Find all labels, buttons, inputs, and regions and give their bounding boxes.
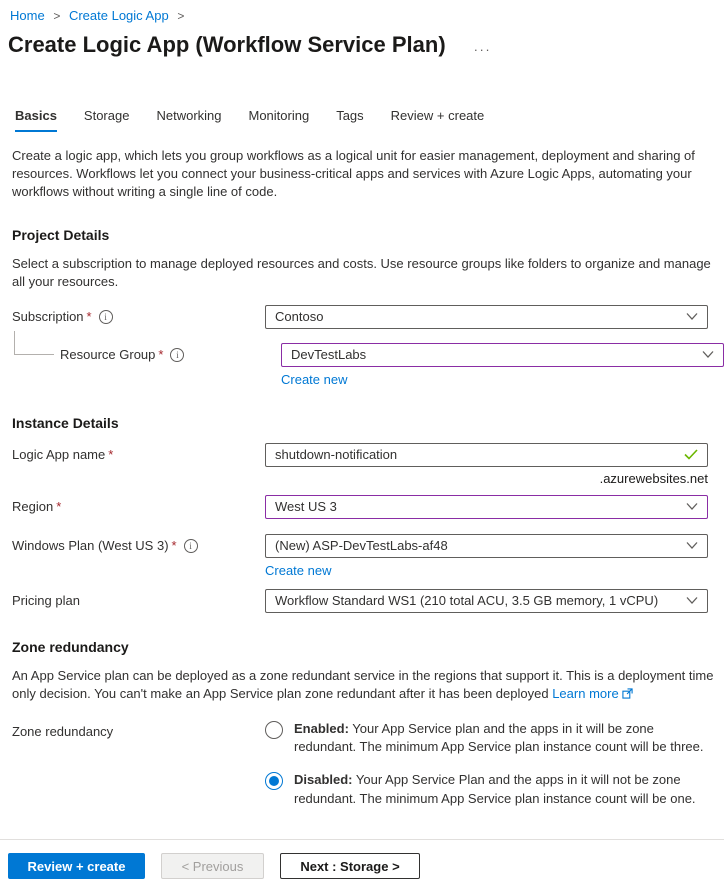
windows-plan-value: (New) ASP-DevTestLabs-af48 — [275, 538, 448, 554]
zone-redundancy-row-label-text: Zone redundancy — [12, 723, 114, 739]
project-details-heading: Project Details — [12, 226, 110, 243]
pricing-plan-dropdown[interactable] — [265, 589, 708, 613]
instance-details-heading: Instance Details — [12, 414, 119, 431]
project-details-form — [0, 305, 724, 387]
zone-redundancy-option-disabled — [265, 771, 708, 808]
previous-button: < Previous — [161, 853, 264, 879]
chevron-down-icon — [686, 312, 698, 321]
windows-plan-create-new-link[interactable]: Create new — [265, 562, 332, 578]
pricing-plan-label-text: Pricing plan — [12, 592, 80, 608]
resource-group-label — [60, 343, 281, 387]
more-options-button[interactable]: ··· — [473, 41, 492, 57]
chevron-down-icon — [686, 596, 698, 605]
domain-suffix: .azurewebsites.net — [599, 470, 708, 486]
pricing-plan-value: Workflow Standard WS1 (210 total ACU, 3.5 GB memory, 1 vCPU) — [275, 593, 659, 609]
tab-monitoring[interactable]: Monitoring — [248, 108, 310, 123]
radio-enabled-text — [294, 720, 706, 757]
resource-group-dropdown[interactable] — [281, 343, 724, 367]
zone-redundancy-option-enabled — [265, 720, 708, 757]
region-dropdown[interactable] — [265, 495, 708, 519]
valid-check-icon — [684, 449, 698, 460]
radio-disabled[interactable] — [265, 772, 283, 790]
region-value: West US 3 — [275, 499, 337, 515]
footer-bar — [0, 839, 724, 892]
radio-disabled-text — [294, 771, 706, 808]
radio-disabled-lead: Disabled: — [294, 772, 353, 788]
tab-networking[interactable]: Networking — [156, 108, 222, 123]
logic-app-name-label-text: Logic App name — [12, 446, 106, 462]
tab-bar — [15, 108, 724, 132]
chevron-down-icon — [686, 541, 698, 550]
required-asterisk: * — [108, 446, 114, 462]
breadcrumb — [10, 8, 724, 23]
resource-group-value: DevTestLabs — [291, 347, 367, 363]
radio-enabled-description: Your App Service plan and the apps in it will be zone redundant. The minimum App Service plan instance count will be three. — [294, 720, 704, 755]
pricing-plan-row — [12, 589, 724, 613]
zone-redundancy-row — [12, 720, 724, 824]
tab-basics[interactable]: Basics — [15, 108, 57, 132]
tab-tags[interactable]: Tags — [336, 108, 364, 123]
subscription-label — [12, 305, 265, 329]
region-label-text: Region — [12, 498, 54, 514]
chevron-down-icon — [686, 502, 698, 511]
external-link-icon — [622, 688, 633, 699]
resource-group-create-new-link[interactable]: Create new — [281, 371, 348, 387]
required-asterisk: * — [158, 346, 164, 362]
subscription-label-text: Subscription — [12, 308, 84, 324]
chevron-down-icon — [702, 350, 714, 359]
logic-app-name-row — [12, 443, 724, 486]
windows-plan-label-text: Windows Plan (West US 3) — [12, 537, 169, 553]
windows-plan-row — [12, 534, 724, 578]
zone-redundancy-description-text: An App Service plan can be deployed as a zone redundant service in the regions that support it. This is a deployment time only decision. You can't make an App Service plan zone redundant after it has been deployed — [12, 667, 714, 701]
radio-enabled-lead: Enabled: — [294, 720, 349, 736]
windows-plan-info-icon[interactable]: i — [184, 539, 198, 553]
pricing-plan-label — [12, 589, 265, 613]
title-row — [8, 32, 724, 58]
zone-redundancy-description — [12, 667, 714, 703]
radio-disabled-description: Your App Service Plan and the apps in it will not be zone redundant. The minimum App Service plan instance count will be one. — [294, 772, 696, 806]
intro-text: Create a logic app, which lets you group workflows as a logical unit for easier management, deployment and sharing of resources. Workflows let you connect your business-critical apps and services with Azure Logic Apps, automating your workflows without writing a single line of code. — [12, 148, 695, 199]
required-asterisk: * — [171, 537, 177, 553]
subscription-row — [12, 305, 724, 329]
review-create-button[interactable]: Review + create — [8, 853, 145, 879]
logic-app-name-value: shutdown-notification — [275, 447, 398, 463]
next-storage-button[interactable]: Next : Storage > — [280, 853, 420, 879]
radio-enabled[interactable] — [265, 721, 283, 739]
resource-group-row — [12, 343, 724, 387]
subscription-info-icon[interactable]: i — [99, 310, 113, 324]
subscription-value: Contoso — [275, 309, 324, 325]
zone-redundancy-heading: Zone redundancy — [12, 638, 129, 655]
breadcrumb-separator: > — [53, 9, 61, 23]
breadcrumb-separator: > — [177, 9, 185, 23]
tab-review-create[interactable]: Review + create — [390, 108, 485, 123]
resource-group-label-text: Resource Group — [60, 346, 156, 362]
subscription-dropdown[interactable] — [265, 305, 708, 329]
required-asterisk: * — [86, 308, 92, 324]
breadcrumb-create-logic-app[interactable]: Create Logic App — [68, 8, 169, 23]
required-asterisk: * — [56, 498, 62, 514]
logic-app-name-label — [12, 443, 265, 486]
windows-plan-dropdown[interactable] — [265, 534, 708, 558]
learn-more-link[interactable]: Learn more — [552, 685, 619, 701]
breadcrumb-home[interactable]: Home — [10, 8, 45, 23]
page-title: Create Logic App (Workflow Service Plan) — [8, 32, 446, 57]
project-details-description: Select a subscription to manage deployed resources and costs. Use resource groups like folders to organize and manage all your resources. — [12, 255, 711, 289]
resource-group-connector-line — [14, 331, 54, 355]
windows-plan-label — [12, 534, 265, 578]
tab-storage[interactable]: Storage — [83, 108, 130, 123]
zone-redundancy-row-label — [12, 720, 265, 824]
region-row — [12, 495, 724, 519]
resource-group-info-icon[interactable]: i — [170, 348, 184, 362]
logic-app-name-input[interactable] — [265, 443, 708, 467]
region-label — [12, 495, 265, 519]
